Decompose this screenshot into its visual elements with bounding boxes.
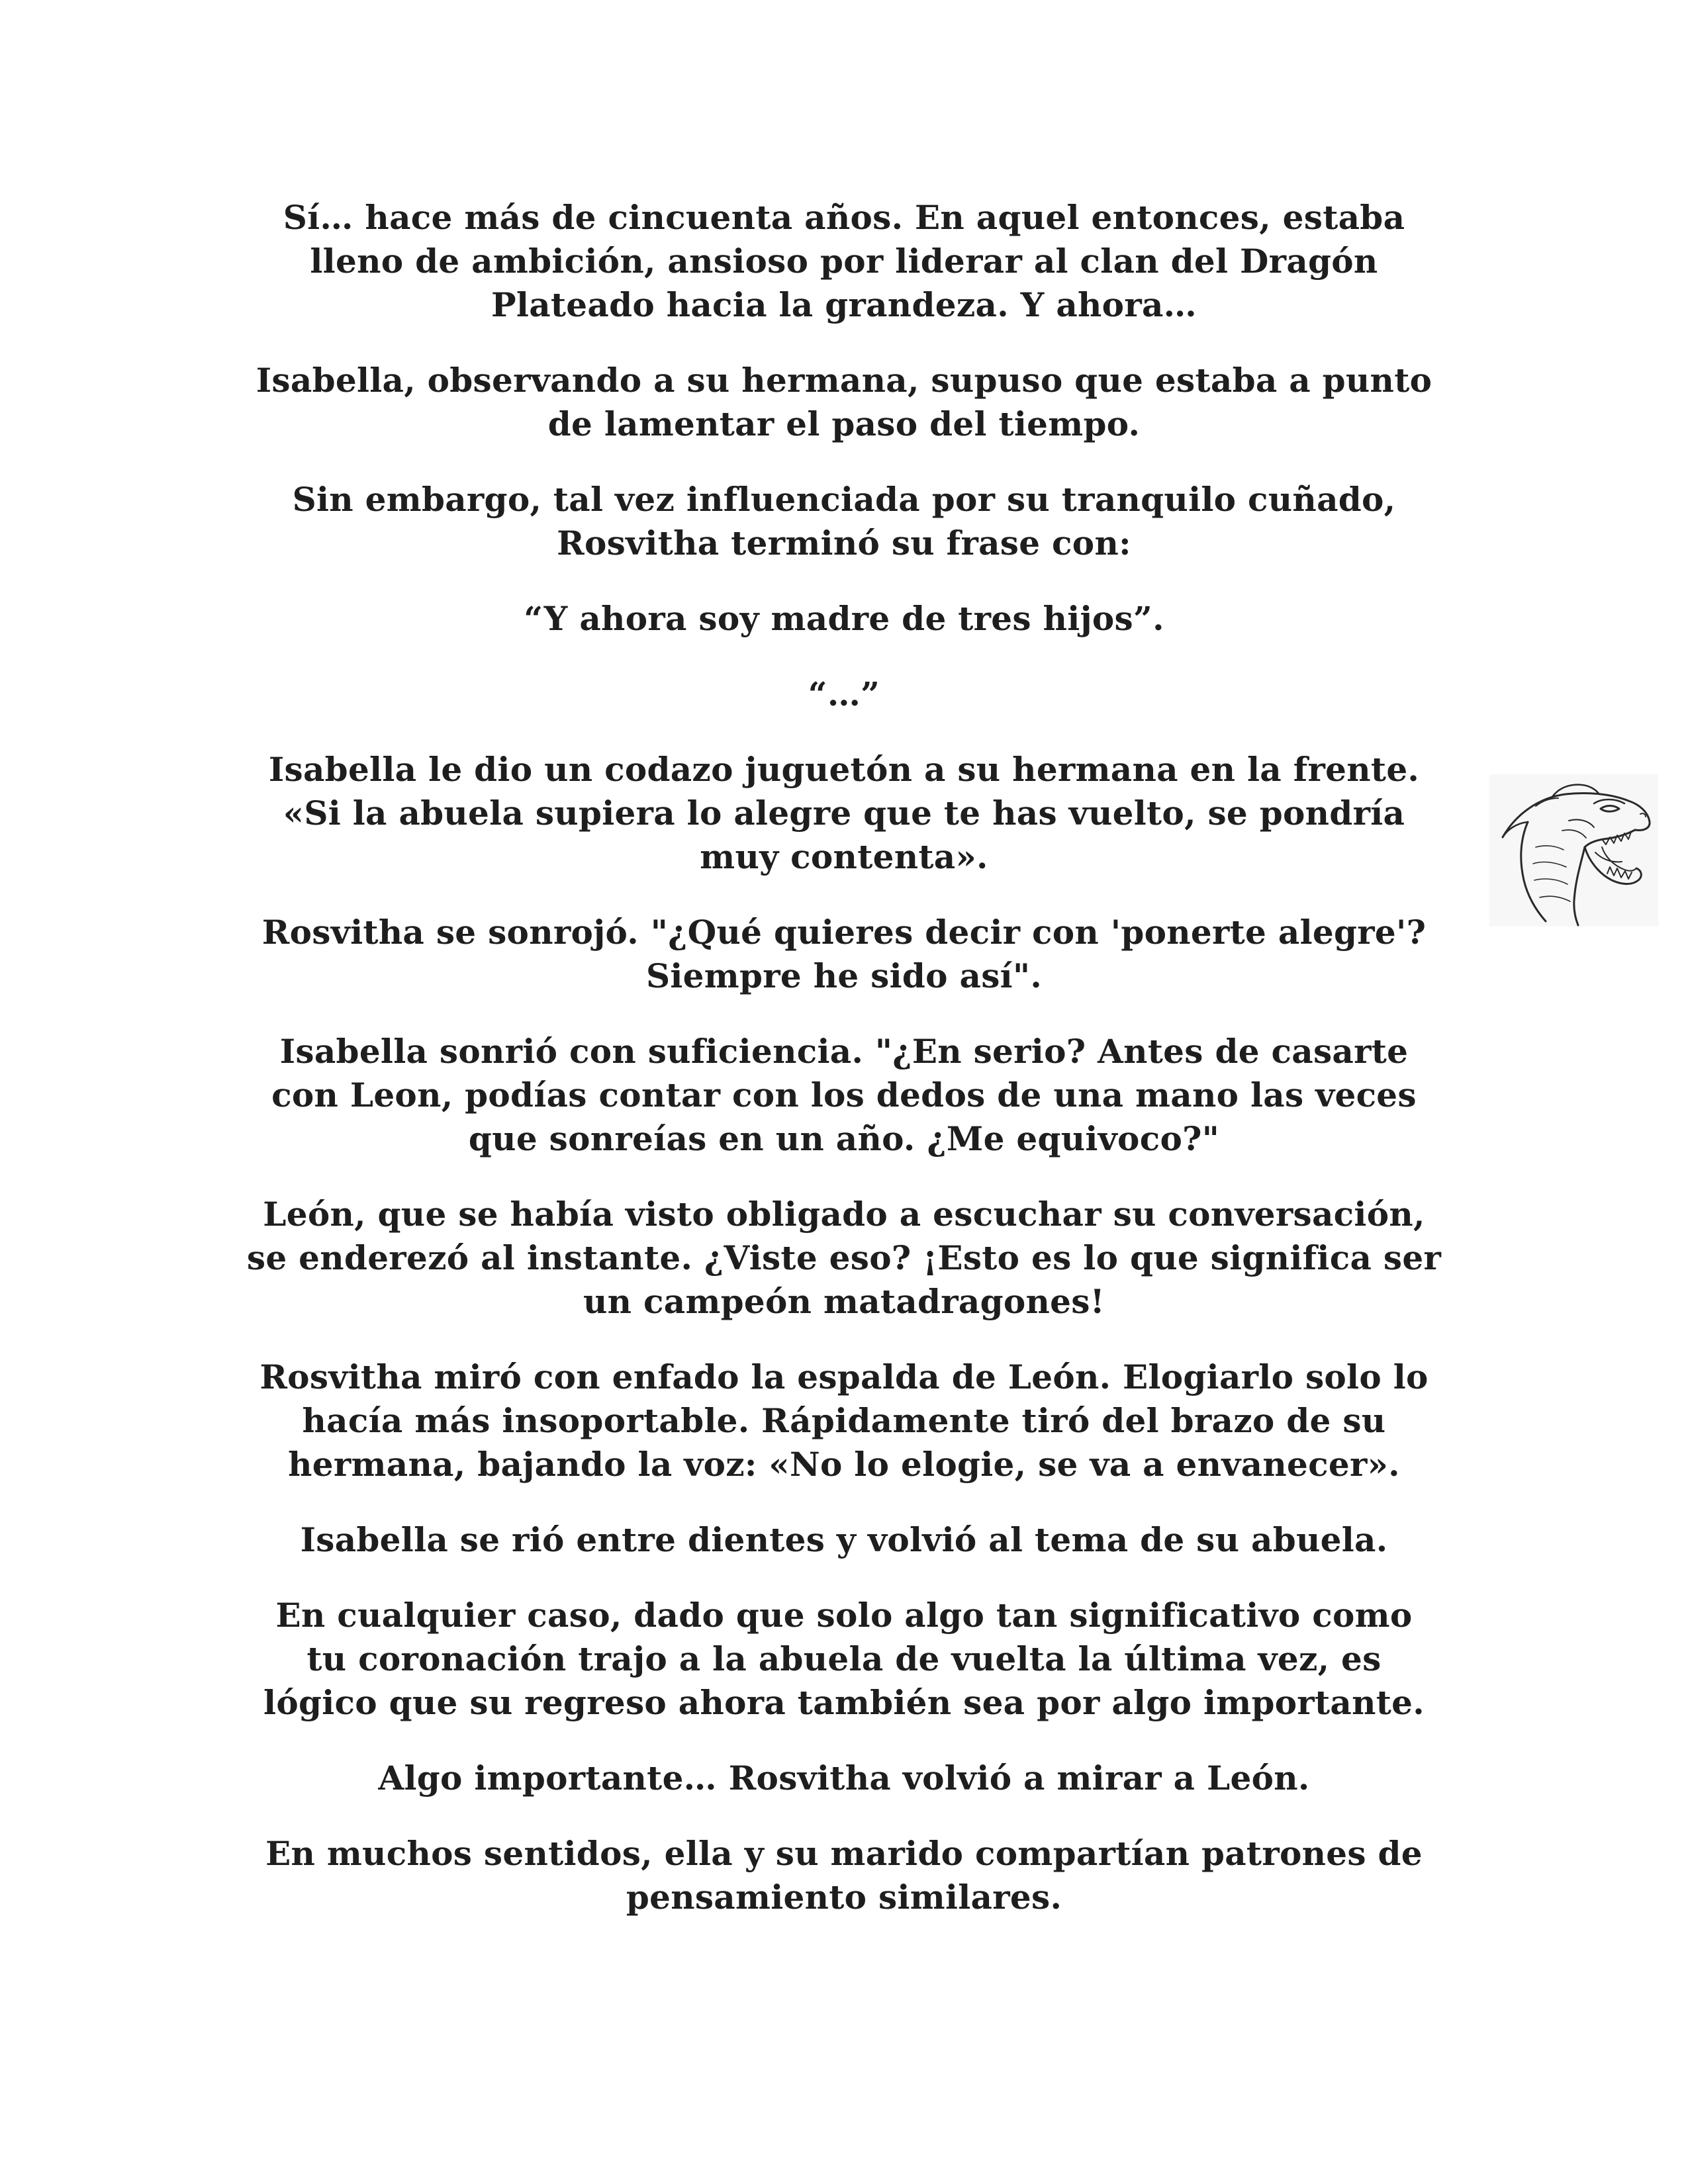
paragraph-14: En muchos sentidos, ella y su marido compartían patrones de pensamiento similares. [265, 1834, 1423, 1917]
paragraph-5: “…” [808, 674, 880, 713]
paragraph-9: León, que se había visto obligado a escuchar su conversación, se enderezó al instante. ¿Viste eso? ¡Esto es lo que significa ser un campeón matadragones! [246, 1195, 1442, 1321]
paragraph-1: Sí… hace más de cincuenta años. En aquel entonces, estaba lleno de ambición, ansioso por liderar al clan del Dragón Plateado hacia la grandeza. Y ahora… [283, 198, 1405, 324]
paragraph-2: Isabella, observando a su hermana, supuso que estaba a punto de lamentar el paso del tiempo. [256, 361, 1432, 443]
paragraph-7: Rosvitha se sonrojó. "¿Qué quieres decir con 'ponerte alegre'? Siempre he sido así". [261, 913, 1427, 995]
paragraph-3: Sin embargo, tal vez influenciada por su tranquilo cuñado, Rosvitha terminó su frase con: [292, 480, 1396, 563]
document-body [218, 196, 1470, 1951]
paragraph-12: En cualquier caso, dado que solo algo tan significativo como tu coronación trajo a la abuela de vuelta la última vez, es lógico que su regreso ahora también sea por algo importante. [263, 1596, 1425, 1722]
paragraph-8: Isabella sonrió con suficiencia. "¿En serio? Antes de casarte con Leon, podías contar con los dedos de una mano las veces que sonreías en un año. ¿Me equivoco?" [271, 1032, 1417, 1158]
paragraph-13: Algo importante… Rosvitha volvió a mirar a León. [378, 1758, 1310, 1797]
paragraph-4: “Y ahora soy madre de tres hijos”. [524, 599, 1164, 638]
paragraph-10: Rosvitha miró con enfado la espalda de León. Elogiarlo solo lo hacía más insoportable. Rápidamente tiró del brazo de su hermana, bajando la voz: «No lo elogie, se va a envanecer». [259, 1357, 1429, 1484]
paragraph-11: Isabella se rió entre dientes y volvió al tema de su abuela. [300, 1520, 1388, 1559]
paragraph-6: Isabella le dio un codazo juguetón a su hermana en la frente. «Si la abuela supiera lo alegre que te has vuelto, se pondría muy contenta». [268, 750, 1420, 876]
dragon-head-sketch-icon [1489, 774, 1658, 927]
